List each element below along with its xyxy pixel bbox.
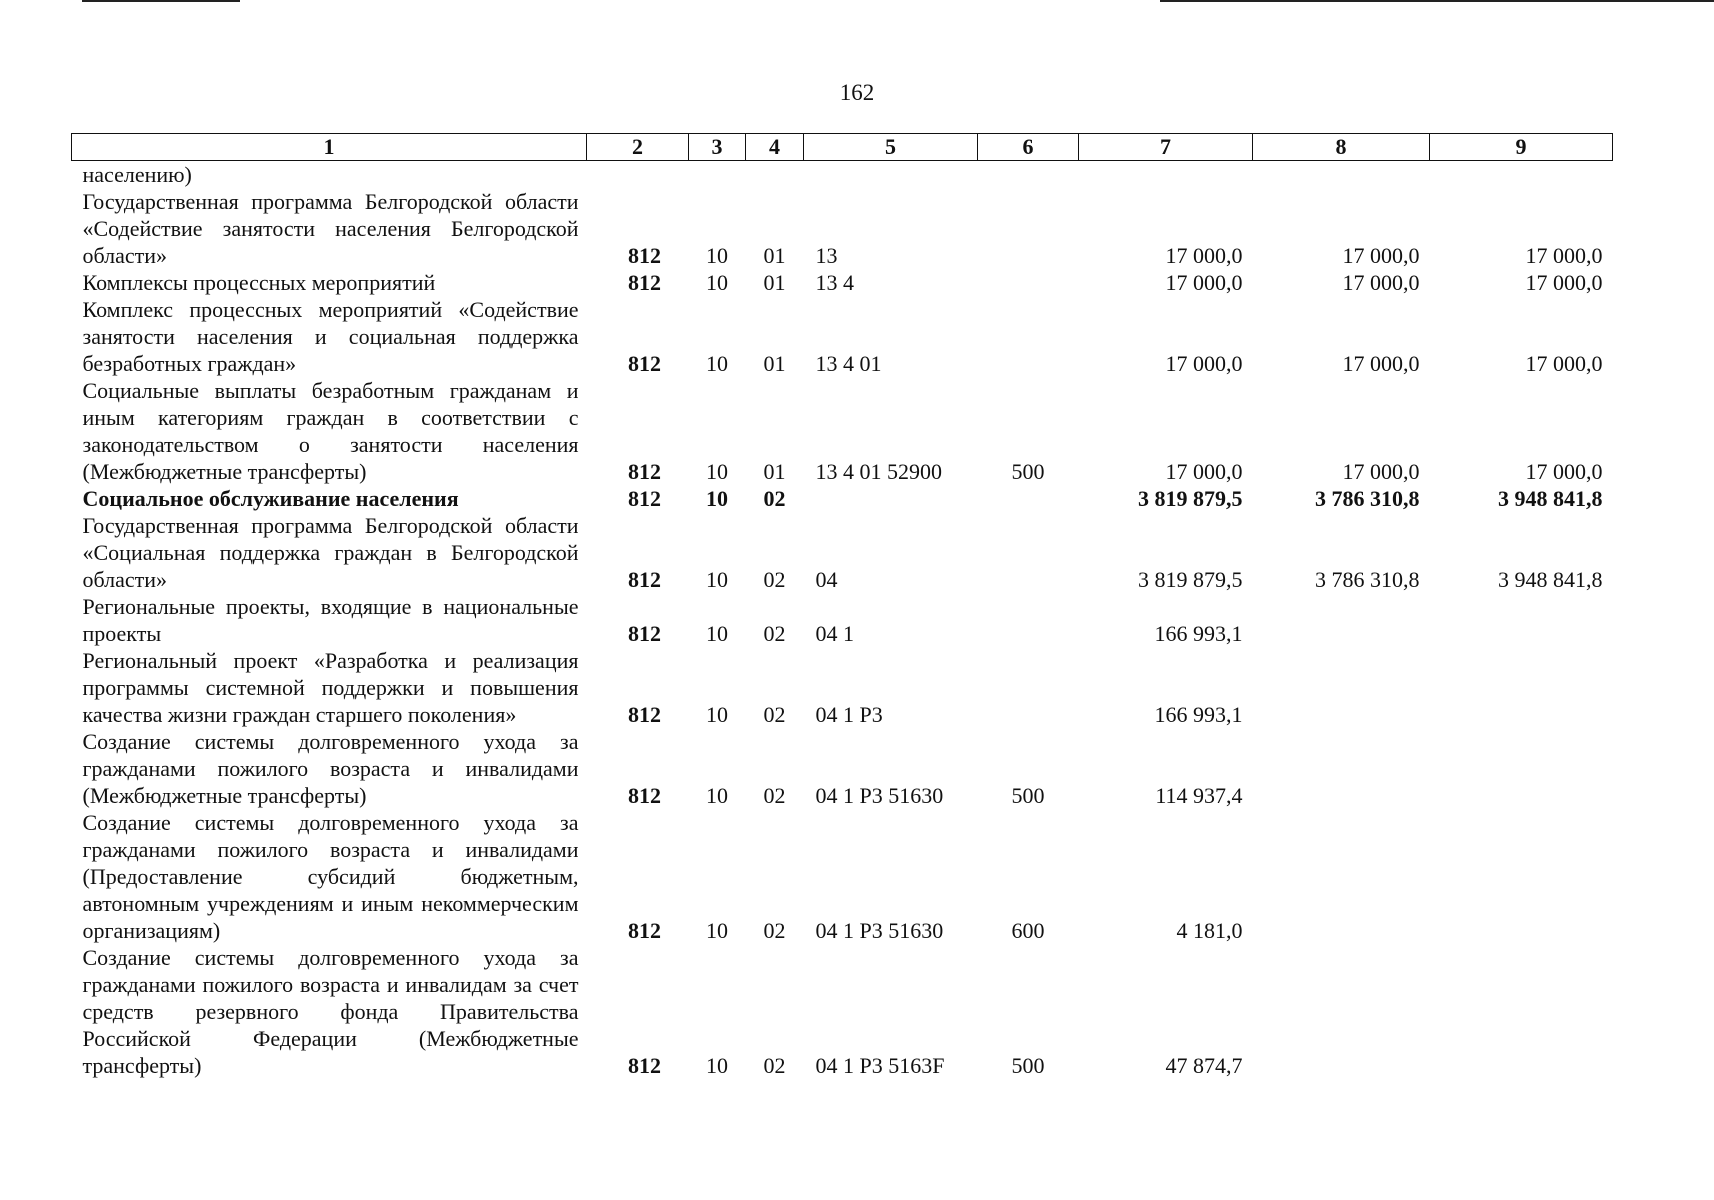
cell-expense-type: 600 [1011,918,1045,943]
cell-subsection: 02 [763,1053,786,1078]
cell-amount-col8 [1253,161,1430,189]
row-name: Региональные проекты, входящие в национальные проекты [82,594,579,646]
budget-table [71,133,1613,1079]
cell-amount-col8: 17 000,0 [1342,270,1420,295]
cell-target-article: 13 4 01 52900 [815,459,942,484]
cell-amount-col8: 17 000,0 [1342,351,1420,376]
cell-target-article [804,485,978,512]
cell-amount-col8: 17 000,0 [1342,459,1420,484]
cell-amount-col9 [1430,593,1613,647]
cell-expense-type [978,485,1079,512]
cell-amount-col8 [1253,944,1430,1079]
cell-amount-col7: 17 000,0 [1165,459,1243,484]
cell-section: 10 [706,351,728,376]
cell-subsection: 01 [763,459,786,484]
cell-expense-type [978,188,1079,269]
header-cell-4: 4 [746,134,804,161]
cell-admin-code [587,161,689,189]
row-name: Государственная программа Белгородской области «Содействие занятости населения Белгородской области» [82,189,579,268]
cell-target-article: 13 4 01 [815,351,882,376]
table-row [72,485,1613,512]
scan-edge-right [1160,0,1714,2]
cell-subsection: 02 [763,486,786,511]
cell-admin-code: 812 [628,351,661,376]
cell-amount-col9: 17 000,0 [1525,243,1603,268]
row-name: Создание системы долговременного ухода за гражданами пожилого возраста и инвалидами (Межбюджетные трансферты) [82,729,579,808]
cell-expense-type [978,269,1079,296]
cell-section: 10 [706,567,728,592]
header-cell-1: 1 [72,134,587,161]
table-row [72,296,1613,377]
cell-amount-col9: 3 948 841,8 [1498,486,1603,511]
header-cell-7: 7 [1079,134,1253,161]
cell-target-article: 13 4 [815,270,854,295]
cell-amount-col9: 3 948 841,8 [1498,567,1603,592]
table-row [72,944,1613,1079]
row-name: Создание системы долговременного ухода за гражданами пожилого возраста и инвалидам за счет средств резервного фонда Правительства Российской Федерации (Межбюджетные трансферты) [82,945,579,1078]
cell-expense-type [978,647,1079,728]
cell-amount-col7: 17 000,0 [1165,351,1243,376]
table-row [72,188,1613,269]
cell-target-article [804,161,978,189]
cell-amount-col9: 17 000,0 [1525,270,1603,295]
cell-subsection: 02 [763,702,786,727]
row-name: Комплексы процессных мероприятий [82,270,436,295]
cell-subsection: 01 [763,270,786,295]
table-row [72,377,1613,485]
table-row [72,269,1613,296]
table-row [72,593,1613,647]
cell-amount-col7: 3 819 879,5 [1138,567,1243,592]
cell-amount-col8 [1253,647,1430,728]
header-cell-3: 3 [689,134,746,161]
cell-amount-col9 [1430,647,1613,728]
cell-expense-type: 500 [1011,1053,1045,1078]
cell-amount-col7: 166 993,1 [1154,621,1243,646]
cell-section: 10 [706,486,728,511]
row-name: Региональный проект «Разработка и реализация программы системной поддержки и повышения качества жизни граждан старшего поколения» [82,648,579,727]
cell-amount-col9 [1430,161,1613,189]
cell-section: 10 [706,243,728,268]
cell-amount-col9: 17 000,0 [1525,459,1603,484]
cell-admin-code: 812 [628,702,661,727]
cell-admin-code: 812 [628,783,661,808]
cell-admin-code: 812 [628,243,661,268]
cell-amount-col8: 17 000,0 [1342,243,1420,268]
cell-admin-code: 812 [628,486,661,511]
cell-amount-col7: 17 000,0 [1165,270,1243,295]
cell-admin-code: 812 [628,270,661,295]
row-name: Социальные выплаты безработным гражданам и иным категориям граждан в соответствии с законодательством о занятости населения (Межбюджетные трансферты) [82,378,579,484]
row-name: Комплекс процессных мероприятий «Содействие занятости населения и социальная поддержка безработных граждан» [82,297,579,376]
cell-section: 10 [706,459,728,484]
cell-admin-code: 812 [628,621,661,646]
cell-target-article: 04 1 [815,621,854,646]
cell-admin-code: 812 [628,1053,661,1078]
cell-section: 10 [706,1053,728,1078]
cell-amount-col7: 17 000,0 [1165,243,1243,268]
table-row [72,728,1613,809]
cell-admin-code: 812 [628,459,661,484]
cell-subsection: 02 [763,918,786,943]
cell-target-article: 04 1 Р3 [815,702,883,727]
cell-subsection: 02 [763,621,786,646]
cell-section: 10 [706,918,728,943]
cell-amount-col7: 114 937,4 [1155,783,1243,808]
row-name: Государственная программа Белгородской области «Социальная поддержка граждан в Белгородской области» [82,513,579,592]
header-cell-9: 9 [1430,134,1613,161]
cell-admin-code: 812 [628,918,661,943]
header-cell-2: 2 [587,134,689,161]
cell-amount-col9 [1430,728,1613,809]
cell-expense-type [978,593,1079,647]
cell-expense-type: 500 [1011,783,1045,808]
cell-expense-type [978,512,1079,593]
cell-amount-col7: 47 874,7 [1165,1053,1243,1078]
cell-admin-code: 812 [628,567,661,592]
cell-subsection [746,161,804,189]
scan-edge-left [82,0,240,2]
cell-expense-type: 500 [1011,459,1045,484]
cell-target-article: 04 1 Р3 51630 [815,918,944,943]
header-cell-5: 5 [804,134,978,161]
row-name: Создание системы долговременного ухода за гражданами пожилого возраста и инвалидами (Предоставление субсидий бюджетным, автономным учреждениям и иным некоммерческим организациям) [82,810,579,943]
cell-amount-col8: 3 786 310,8 [1315,567,1420,592]
cell-subsection: 02 [763,567,786,592]
cell-subsection: 01 [763,351,786,376]
header-row [72,134,1613,161]
header-cell-8: 8 [1253,134,1430,161]
cell-section: 10 [706,270,728,295]
cell-amount-col9 [1430,809,1613,944]
cell-section: 10 [706,702,728,727]
cell-section: 10 [706,621,728,646]
table-row [72,161,1613,189]
cell-amount-col7: 3 819 879,5 [1138,486,1243,511]
table-body [72,161,1613,1080]
cell-subsection: 02 [763,783,786,808]
cell-target-article: 04 1 Р3 5163F [815,1053,945,1078]
cell-expense-type [978,161,1079,189]
cell-section: 10 [706,783,728,808]
table-row [72,512,1613,593]
cell-target-article: 04 1 Р3 51630 [815,783,944,808]
cell-target-article: 13 [815,243,838,268]
table-row [72,809,1613,944]
row-name: населению) [82,162,192,187]
row-name: Социальное обслуживание населения [82,486,459,511]
cell-amount-col7 [1079,161,1253,189]
cell-amount-col9: 17 000,0 [1525,351,1603,376]
cell-target-article: 04 [815,567,838,592]
cell-amount-col8 [1253,809,1430,944]
cell-subsection: 01 [763,243,786,268]
cell-section [689,161,746,189]
table-row [72,647,1613,728]
page-number: 162 [839,80,875,105]
header-cell-6: 6 [978,134,1079,161]
cell-amount-col7: 166 993,1 [1154,702,1243,727]
cell-amount-col9 [1430,944,1613,1079]
cell-amount-col7: 4 181,0 [1176,918,1243,943]
cell-amount-col8 [1253,728,1430,809]
cell-expense-type [978,296,1079,377]
cell-amount-col8: 3 786 310,8 [1315,486,1420,511]
cell-amount-col8 [1253,593,1430,647]
